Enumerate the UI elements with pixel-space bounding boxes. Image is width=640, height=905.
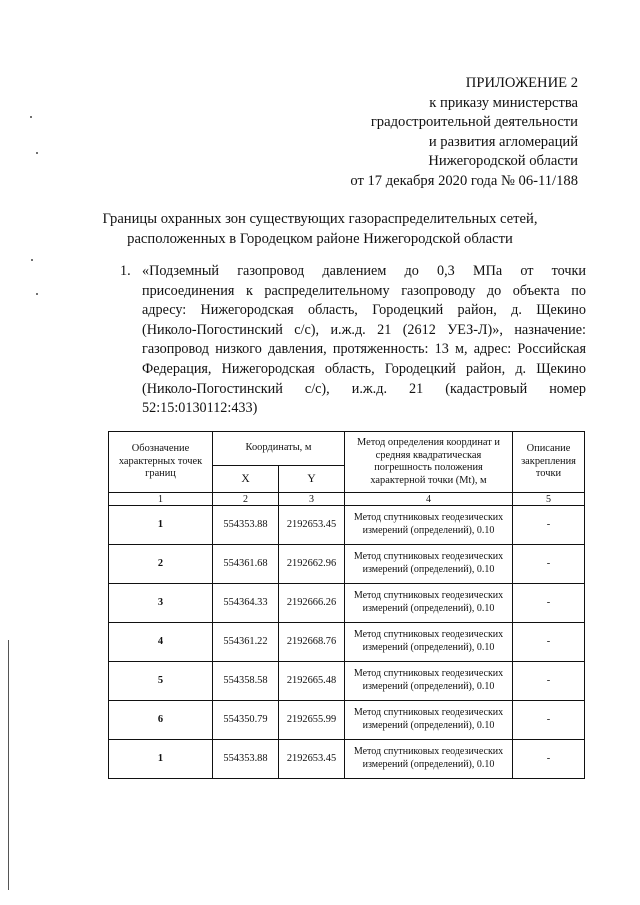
header-x: X xyxy=(213,466,279,493)
scan-speck xyxy=(36,152,38,154)
header-coordinates: Координаты, м xyxy=(213,432,345,466)
y-coordinate-cell: 2192653.45 xyxy=(279,506,345,545)
column-number: 1 xyxy=(109,493,213,506)
table-row xyxy=(109,740,585,779)
point-number-cell: 1 xyxy=(109,506,213,545)
table-row xyxy=(109,662,585,701)
y-coordinate-cell: 2192655.99 xyxy=(279,701,345,740)
list-item xyxy=(120,262,586,419)
method-cell: Метод спутниковых геодезических измерений (определений), 0.10 xyxy=(345,701,513,740)
x-coordinate-cell: 554353.88 xyxy=(213,740,279,779)
y-coordinate-cell: 2192653.45 xyxy=(279,740,345,779)
list-item-line: газопровод низкого давления, протяженность: 13 м, адрес: Российская xyxy=(142,341,586,358)
description-cell: - xyxy=(513,662,585,701)
list-item-line: Федерация, Нижегородская область, Городецкий район, д. Щекино xyxy=(142,360,586,377)
x-coordinate-cell: 554350.79 xyxy=(213,701,279,740)
appendix-line: и развития агломераций xyxy=(428,133,578,150)
header-description: Описание закрепления точки xyxy=(513,432,585,493)
description-cell: - xyxy=(513,506,585,545)
point-number-cell: 2 xyxy=(109,545,213,584)
x-coordinate-cell: 554364.33 xyxy=(213,584,279,623)
table-row xyxy=(109,506,585,545)
appendix-header xyxy=(350,74,578,192)
table-body xyxy=(109,506,585,779)
document-title-line-2: расположенных в Городецком районе Нижегородской области xyxy=(127,230,513,247)
x-coordinate-cell: 554358.58 xyxy=(213,662,279,701)
y-coordinate-cell: 2192668.76 xyxy=(279,623,345,662)
appendix-date: от 17 декабря 2020 года № 06-11/188 xyxy=(350,172,578,189)
list-item-line: адресу: Нижегородская область, Городецкий район, д. Щекино xyxy=(142,302,586,319)
scan-edge-line xyxy=(8,640,9,890)
x-coordinate-cell: 554361.22 xyxy=(213,623,279,662)
coordinates-table xyxy=(108,431,585,779)
description-cell: - xyxy=(513,584,585,623)
method-cell: Метод спутниковых геодезических измерений (определений), 0.10 xyxy=(345,740,513,779)
method-cell: Метод спутниковых геодезических измерений (определений), 0.10 xyxy=(345,623,513,662)
point-number-cell: 6 xyxy=(109,701,213,740)
appendix-line: к приказу министерства xyxy=(429,94,578,111)
header-designation: Обозначение характерных точек границ xyxy=(109,432,213,493)
y-coordinate-cell: 2192666.26 xyxy=(279,584,345,623)
header-method: Метод определения координат и средняя квадратическая погрешность положения характерной точки (Mt), м xyxy=(345,432,513,493)
scan-speck xyxy=(30,116,32,118)
list-item-line: присоединения к распределительному газопроводу до объекта по xyxy=(142,282,586,299)
method-cell: Метод спутниковых геодезических измерений (определений), 0.10 xyxy=(345,545,513,584)
point-number-cell: 5 xyxy=(109,662,213,701)
point-number-cell: 4 xyxy=(109,623,213,662)
description-cell: - xyxy=(513,545,585,584)
document-title-line-1: Границы охранных зон существующих газораспределительных сетей, xyxy=(102,211,538,227)
table-row xyxy=(109,701,585,740)
description-cell: - xyxy=(513,701,585,740)
point-number-cell: 3 xyxy=(109,584,213,623)
appendix-title: ПРИЛОЖЕНИЕ 2 xyxy=(465,75,578,91)
table-row xyxy=(109,545,585,584)
list-item-line: «Подземный газопровод давлением до 0,3 МПа от точки xyxy=(142,263,586,279)
y-coordinate-cell: 2192665.48 xyxy=(279,662,345,701)
x-coordinate-cell: 554361.68 xyxy=(213,545,279,584)
list-item-text xyxy=(142,262,586,419)
method-cell: Метод спутниковых геодезических измерений (определений), 0.10 xyxy=(345,662,513,701)
document-title xyxy=(100,210,540,249)
list-item-number: 1. xyxy=(120,263,131,279)
header-y: Y xyxy=(279,466,345,493)
method-cell: Метод спутниковых геодезических измерений (определений), 0.10 xyxy=(345,584,513,623)
list-item-line: (Николо-Погостинский с/с), и.ж.д. 21 (2612 УЕЗ-Л)», назначение: xyxy=(142,321,586,338)
column-number: 2 xyxy=(213,493,279,506)
scan-speck xyxy=(36,293,38,295)
list-item-line: (Николо-Погостинский с/с), и.ж.д. 21 (кадастровый номер xyxy=(142,380,586,397)
scan-speck xyxy=(31,259,33,261)
method-cell: Метод спутниковых геодезических измерений (определений), 0.10 xyxy=(345,506,513,545)
table-row xyxy=(109,623,585,662)
appendix-line: Нижегородской области xyxy=(428,153,578,170)
appendix-line: градостроительной деятельности xyxy=(370,114,578,131)
description-cell: - xyxy=(513,623,585,662)
column-number: 4 xyxy=(345,493,513,506)
column-number: 5 xyxy=(513,493,585,506)
list-item-line: 52:15:0130112:433) xyxy=(142,400,258,417)
y-coordinate-cell: 2192662.96 xyxy=(279,545,345,584)
point-number-cell: 1 xyxy=(109,740,213,779)
x-coordinate-cell: 554353.88 xyxy=(213,506,279,545)
description-cell: - xyxy=(513,740,585,779)
column-number: 3 xyxy=(279,493,345,506)
table-row xyxy=(109,584,585,623)
